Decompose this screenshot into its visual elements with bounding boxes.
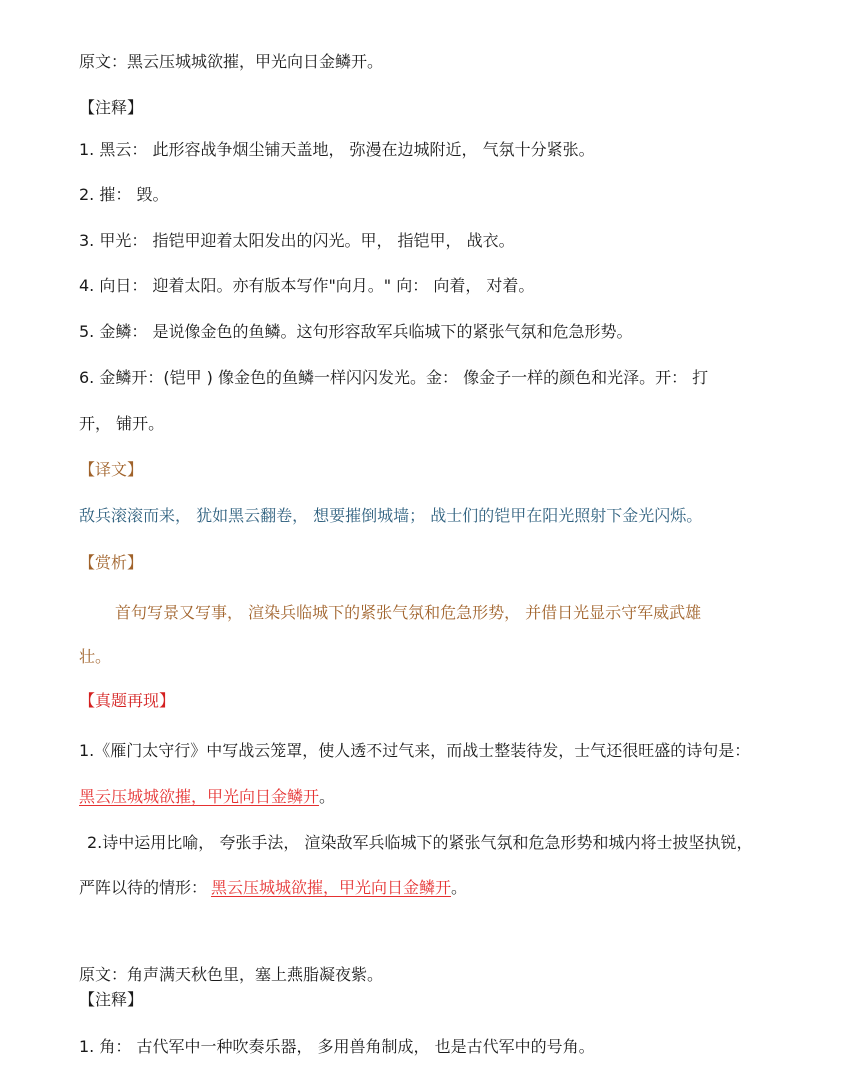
exam-question-2-prefix: 严阵以待的情形：	[79, 878, 208, 897]
note-item-continued: 开， 铺开。	[79, 414, 165, 433]
original-line-2: 原文：角声满天秋色里，塞上燕脂凝夜紫。	[79, 965, 384, 984]
note-item: 6. 金鳞开：(铠甲 ) 像金色的鱼鳞一样闪闪发光。金： 像金子一样的颜色和光泽。开： 打	[79, 368, 709, 387]
analysis-text-continued: 壮。	[79, 647, 112, 666]
exam-question-2: 2.诗中运用比喻， 夸张手法， 渲染敌军兵临城下的紧张气氛和危急形势和城内将士披坚执锐，	[87, 833, 753, 852]
analysis-text: 首句写景又写事， 渲染兵临城下的紧张气氛和危急形势， 并借日光显示守军威武雄	[115, 603, 702, 622]
notes-header-2: 【注释】	[79, 990, 144, 1009]
note-item: 1. 黑云： 此形容战争烟尘铺天盖地， 弥漫在边城附近， 气氛十分紧张。	[79, 140, 595, 159]
note-item: 2. 摧： 毁。	[79, 185, 169, 204]
original-line-1: 原文：黑云压城城欲摧，甲光向日金鳞开。	[79, 52, 384, 71]
translation-header: 【译文】	[79, 460, 144, 479]
exam-question-1: 1.《雁门太守行》中写战云笼罩，使人透不过气来，而战士整装待发，士气还很旺盛的诗句是：	[79, 741, 751, 760]
note-item: 4. 向日： 迎着太阳。亦有版本写作"向月。" 向： 向着， 对着。	[79, 276, 535, 295]
analysis-header: 【赏析】	[79, 553, 144, 572]
exam-header: 【真题再现】	[79, 691, 176, 710]
note-item: 3. 甲光： 指铠甲迎着太阳发出的闪光。甲， 指铠甲， 战衣。	[79, 231, 515, 250]
note-item: 5. 金鳞： 是说像金色的鱼鳞。这句形容敌军兵临城下的紧张气氛和危急形势。	[79, 322, 633, 341]
exam-answer-2-end: 。	[451, 878, 468, 897]
exam-answer-1: 黑云压城城欲摧，甲光向日金鳞开	[79, 787, 320, 806]
exam-question-2-line	[79, 877, 467, 899]
exam-answer-1-end: 。	[319, 787, 336, 806]
note-item: 1. 角： 古代军中一种吹奏乐器， 多用兽角制成， 也是古代军中的号角。	[79, 1037, 595, 1056]
translation-text: 敌兵滚滚而来， 犹如黑云翻卷， 想要摧倒城墙； 战士们的铠甲在阳光照射下金光闪烁。	[79, 506, 703, 525]
notes-header-1: 【注释】	[79, 98, 144, 117]
exam-answer-2: 黑云压城城欲摧，甲光向日金鳞开	[211, 878, 452, 897]
exam-answer-1-line	[79, 786, 335, 808]
